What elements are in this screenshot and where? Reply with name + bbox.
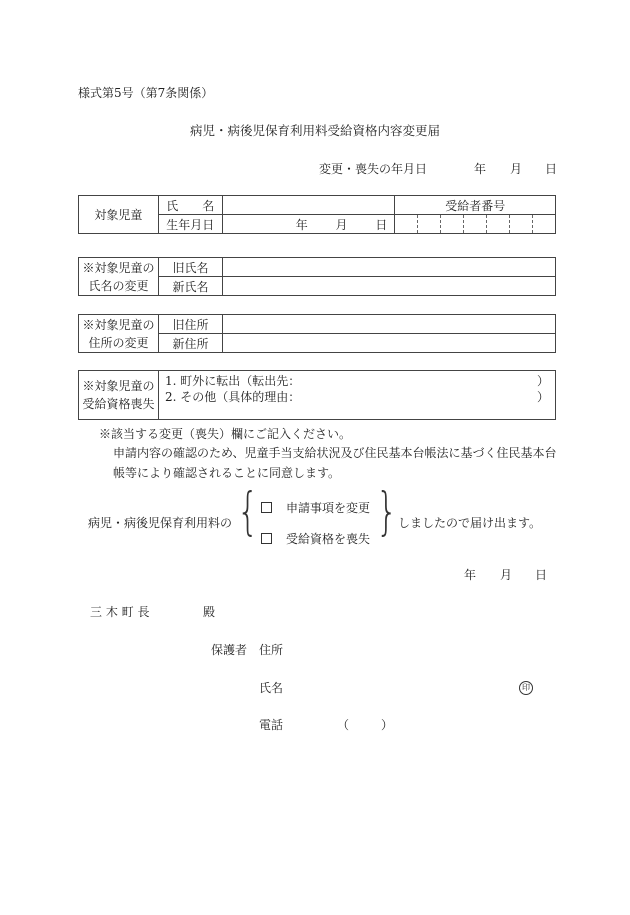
loss-item-moved-close: ）: [536, 374, 549, 388]
name-field[interactable]: [222, 196, 395, 215]
guardian-phone-label: 電話: [259, 718, 284, 732]
addressee-honorific: 殿: [203, 605, 216, 619]
name-label: 氏 名: [158, 196, 222, 215]
recipient-number-label: 受給者番号: [395, 196, 556, 215]
dob-month: 月: [335, 217, 348, 232]
address-change-label-1: ※対象児童の: [82, 317, 155, 332]
address-change-label-2: 住所の変更: [88, 335, 149, 350]
submit-day: 日: [535, 568, 548, 582]
declaration-prefix: 病児・病後児保育利用料の: [88, 516, 233, 530]
option-change-checkbox[interactable]: [261, 502, 272, 513]
dob-label: 生年月日: [158, 215, 222, 234]
old-name-field[interactable]: [223, 258, 556, 277]
guardian-label: 保護者: [211, 643, 248, 657]
dob-day: 日: [375, 217, 388, 232]
dob-year: 年: [295, 217, 308, 232]
new-address-field[interactable]: [223, 334, 556, 353]
name-change-label-2: 氏名の変更: [88, 278, 149, 293]
option-change-label: 申請事項を変更: [286, 501, 371, 515]
submit-year: 年: [464, 568, 477, 582]
loss-item-other: 2. その他（具体的理由：: [165, 390, 301, 404]
name-change-label-1: ※対象児童の: [82, 260, 155, 275]
loss-table: [78, 370, 556, 420]
form-number: 様式第5号（第7条関係）: [78, 86, 214, 100]
fill-note: ※該当する変更（喪失）欄にご記入ください。: [99, 427, 352, 441]
form-title: 病児・病後児保育利用料受給資格内容変更届: [189, 123, 440, 138]
change-date-year: 年: [474, 162, 487, 176]
submit-month: 月: [500, 568, 513, 582]
guardian-name-label: 氏名: [259, 681, 284, 695]
option-loss-label: 受給資格を喪失: [286, 532, 371, 546]
change-date-day: 日: [545, 162, 558, 176]
loss-item-other-close: ）: [536, 390, 549, 404]
name-change-table: [78, 257, 556, 296]
option-change[interactable]: [261, 499, 370, 516]
seal-mark-wrap: [519, 679, 533, 695]
addressee-name: 三 木 町 長: [90, 605, 150, 619]
new-name-field[interactable]: [223, 277, 556, 296]
phone-close-paren: ）: [381, 718, 394, 732]
child-info-table: [78, 195, 556, 234]
loss-label-1: ※対象児童の: [82, 379, 155, 393]
loss-row-label: [79, 371, 159, 420]
consent-line-1: 申請内容の確認のため、児童手当支給状況及び住民基本台帳法に基づく住民基本台: [113, 446, 557, 460]
change-date-month: 月: [510, 162, 523, 176]
consent-line-2: 帳等により確認されることに同意します。: [113, 466, 341, 480]
old-address-field[interactable]: [223, 315, 556, 334]
declaration-suffix: しましたので届け出ます。: [398, 516, 542, 530]
option-loss-checkbox[interactable]: [261, 533, 272, 544]
loss-label-2: 受給資格喪失: [82, 397, 155, 411]
address-change-table: [78, 314, 556, 353]
new-address-label: 新住所: [159, 334, 223, 353]
left-brace: {: [237, 482, 259, 542]
old-name-label: 旧氏名: [159, 258, 223, 277]
child-row-label: 対象児童: [79, 196, 159, 234]
change-date-label: 変更・喪失の年月日: [319, 162, 428, 176]
option-loss[interactable]: [261, 530, 370, 547]
new-name-label: 新氏名: [159, 277, 223, 296]
guardian-address-label: 住所: [259, 643, 284, 657]
loss-item-moved: 1. 町外に転出（転出先：: [165, 374, 301, 388]
loss-reason-field[interactable]: [159, 371, 556, 420]
recipient-number-field[interactable]: [395, 215, 556, 234]
phone-open-paren: （: [337, 718, 350, 732]
right-brace: }: [376, 482, 398, 542]
dob-field[interactable]: [222, 215, 395, 234]
old-address-label: 旧住所: [159, 315, 223, 334]
name-change-row-label: [79, 258, 159, 296]
seal-icon: 印: [519, 681, 533, 695]
address-change-row-label: [79, 315, 159, 353]
